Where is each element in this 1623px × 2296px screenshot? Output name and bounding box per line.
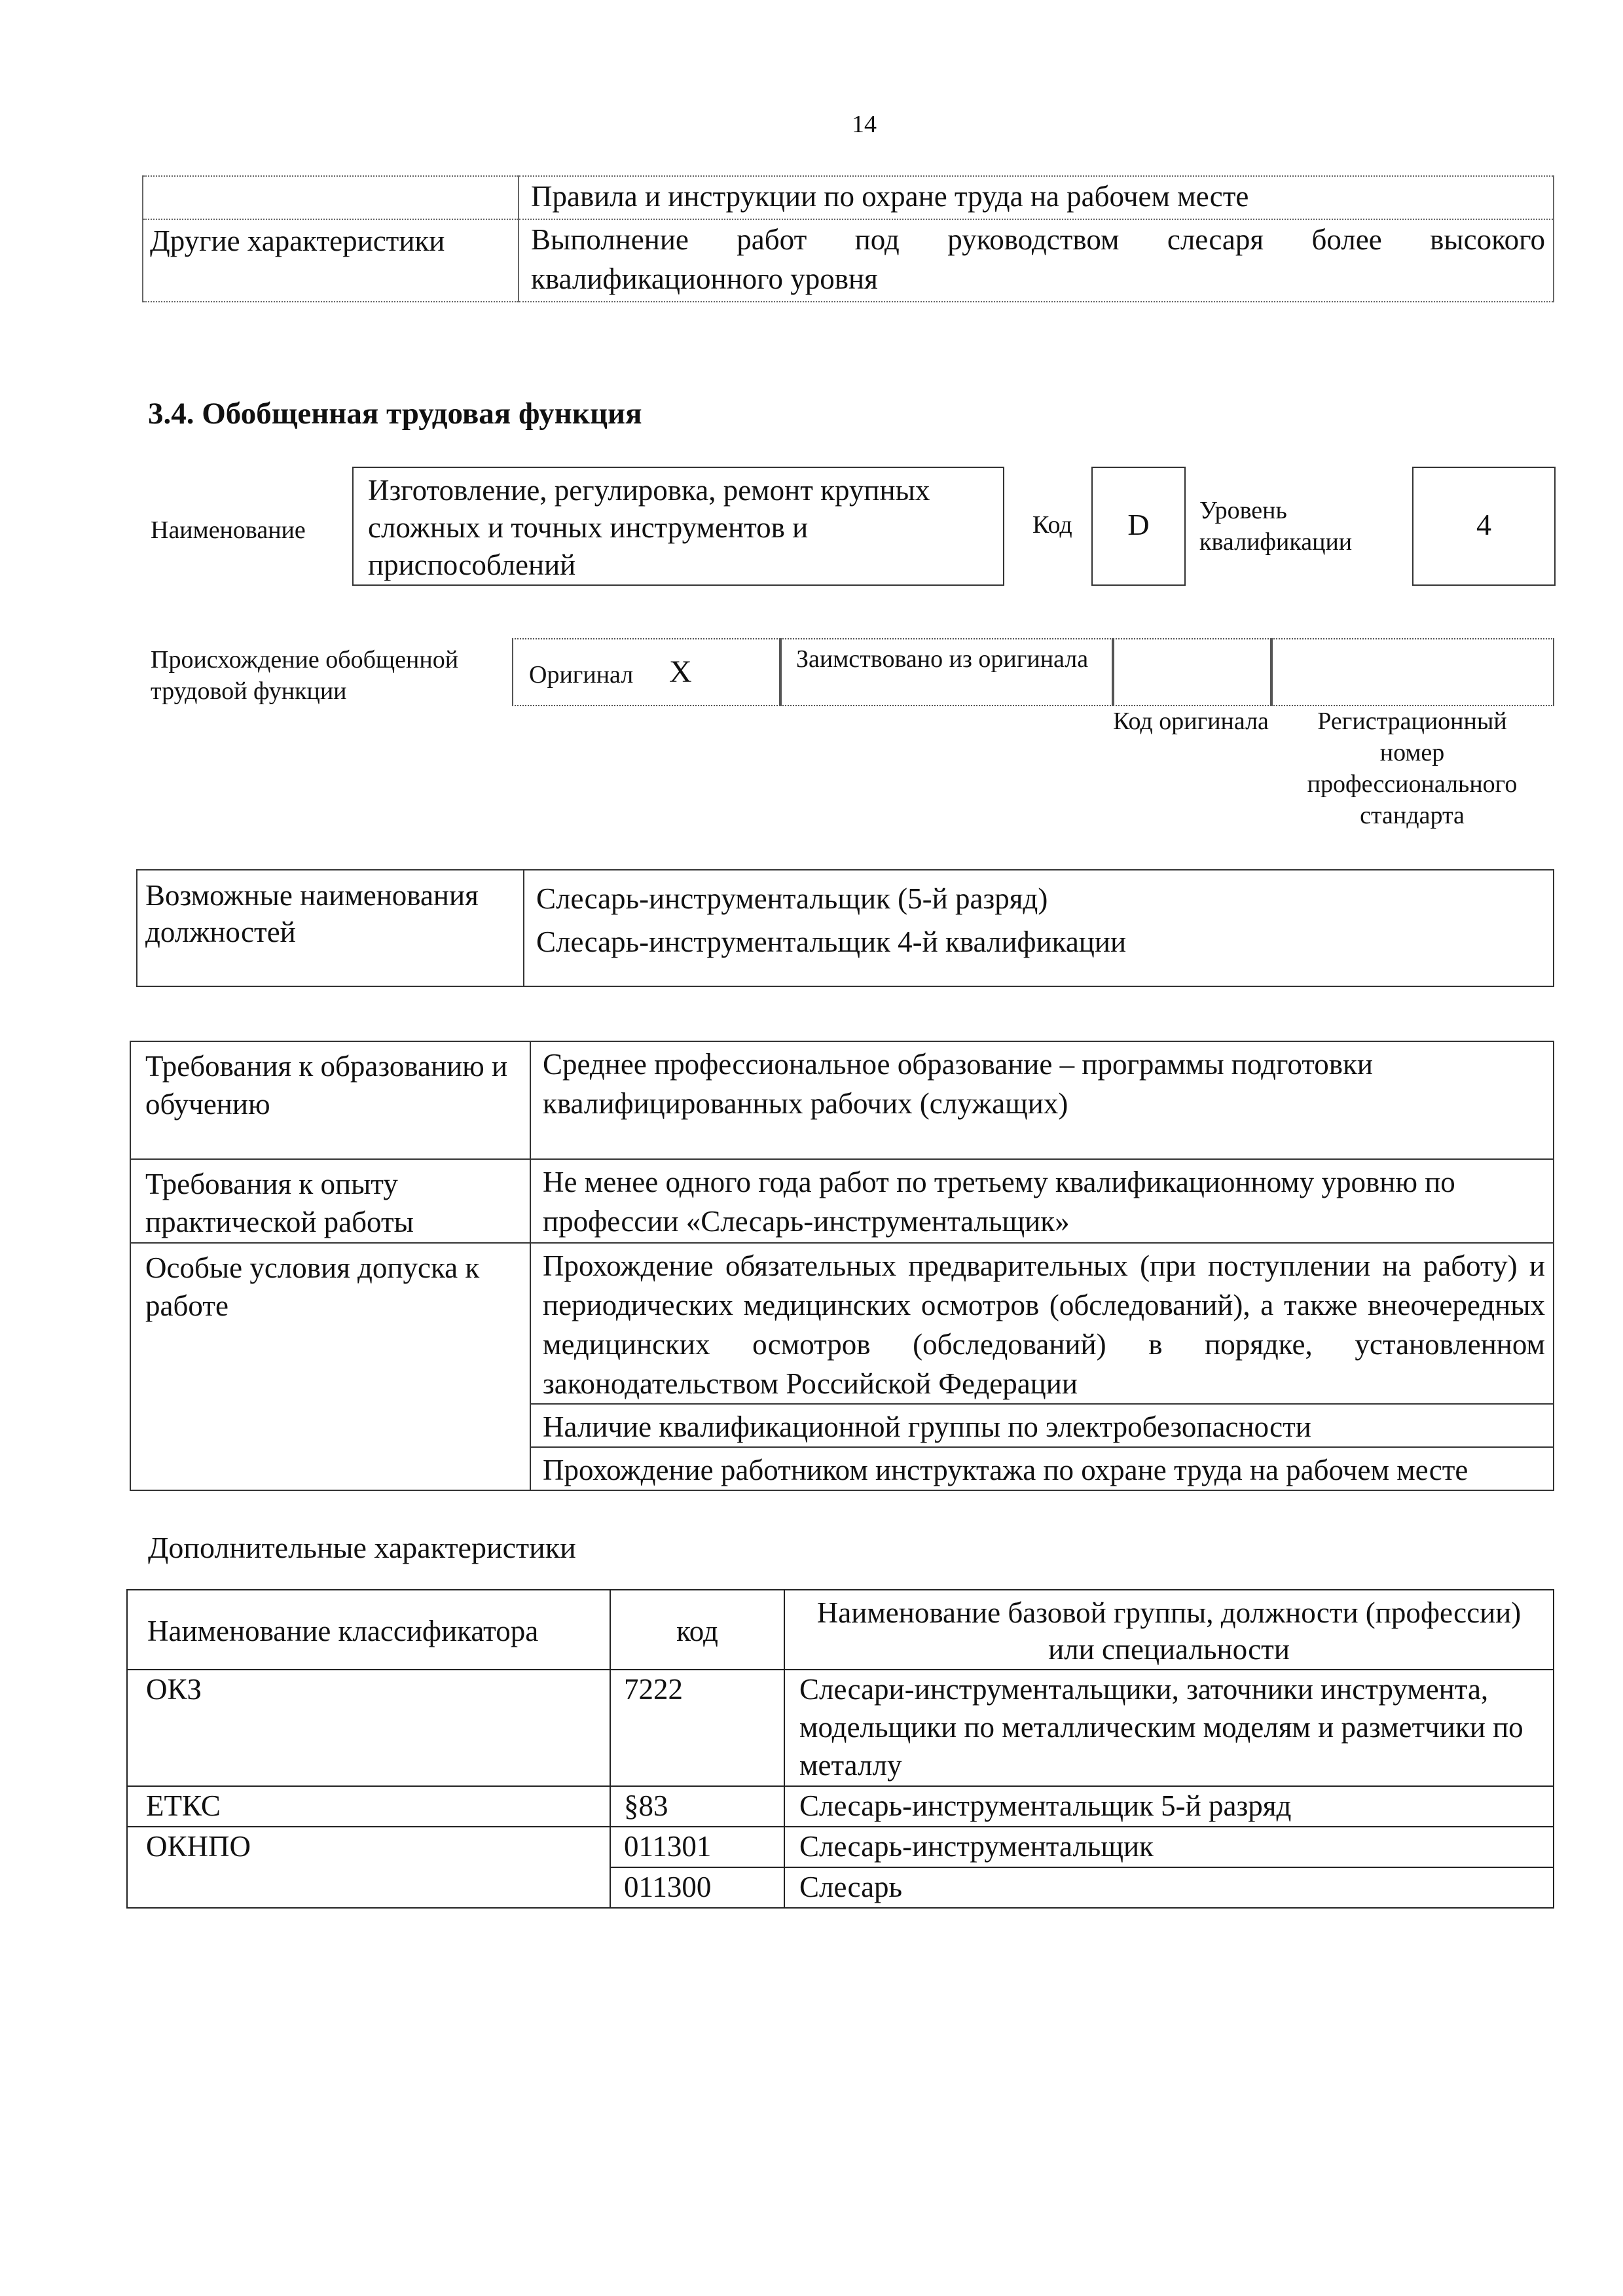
page-number: 14 (852, 111, 877, 138)
code-label: Код (1032, 511, 1072, 539)
special-condition-item: Прохождение обязательных предварительных (при поступлении на работу) и периодических медицинских осмотров (обследований), а также внеочередных медицинских осмотров (обследований) в порядке, установленном законодательством Российской Федерации (530, 1243, 1554, 1404)
level-value: 4 (1476, 508, 1491, 541)
requirements-table (130, 1041, 1554, 1491)
name-cell: Слесари-инструментальщики, заточники инструмента, модельщики по металлическим моделям и разметчики по металлу (784, 1670, 1554, 1786)
reg-number-cell (1271, 638, 1554, 706)
origin-label: Происхождение обобщенной трудовой функции (151, 646, 459, 705)
name-cell: Слесарь-инструментальщик 5-й разряд (784, 1786, 1554, 1827)
borrowed-cell (780, 638, 1113, 706)
positions-values (524, 870, 1554, 986)
code-cell: 7222 (610, 1670, 784, 1786)
positions-table (136, 869, 1554, 987)
code-box (1091, 467, 1186, 586)
code-cell: §83 (610, 1786, 784, 1827)
name-cell: Слесарь (784, 1867, 1554, 1908)
header-name: Наименование базовой группы, должности (профессии) или специальности (784, 1590, 1554, 1670)
original-label: Оригинал (529, 661, 634, 689)
code-cell: 011301 (610, 1827, 784, 1867)
education-label: Требования к образованию и обучению (130, 1041, 530, 1159)
other-characteristics-value: Выполнение работ под руководством слесаря более высокого квалификационного уровня (519, 219, 1554, 302)
section-title: 3.4. Обобщенная трудовая функция (148, 397, 642, 431)
experience-label: Требования к опыту практической работы (130, 1159, 530, 1243)
borrowed-label: Заимствовано из оригинала (796, 645, 1089, 673)
header-classifier: Наименование классификатора (127, 1590, 610, 1670)
other-characteristics-label: Другие характеристики (143, 219, 519, 302)
special-condition-item: Прохождение работником инструктажа по охране труда на рабочем месте (530, 1447, 1554, 1490)
classifier-cell: ОКНПО (127, 1827, 610, 1908)
name-cell: Слесарь-инструментальщик (784, 1827, 1554, 1867)
additional-table (126, 1589, 1554, 1909)
safety-rules-cell: Правила и инструкции по охране труда на рабочем месте (519, 176, 1554, 219)
original-mark: X (669, 655, 692, 689)
special-conditions-label: Особые условия допуска к работе (130, 1243, 530, 1490)
code-cell: 011300 (610, 1867, 784, 1908)
original-code-cell (1113, 638, 1271, 706)
special-condition-item: Наличие квалификационной группы по электробезопасности (530, 1404, 1554, 1447)
classifier-cell: ЕТКС (127, 1786, 610, 1827)
position-item: Слесарь-инструментальщик (5-й разряд) (536, 882, 1048, 915)
empty-label-cell (143, 176, 519, 219)
position-item: Слесарь-инструментальщик 4-й квалификации (536, 925, 1127, 958)
level-label: Уровень квалификации (1199, 497, 1353, 556)
additional-title: Дополнительные характеристики (148, 1531, 576, 1564)
reg-number-caption: Регистрационный номер профессионального стандарта (1307, 708, 1518, 829)
classifier-cell: ОКЗ (127, 1670, 610, 1786)
level-box (1412, 467, 1556, 586)
education-value: Среднее профессиональное образование – программы подготовки квалифицированных рабочих (служащих) (530, 1041, 1554, 1159)
other-characteristics-table (142, 175, 1554, 302)
original-cell (512, 638, 780, 706)
function-name-label: Наименование (151, 516, 306, 544)
experience-value: Не менее одного года работ по третьему квалификационному уровню по профессии «Слесарь-инструментальщик» (530, 1159, 1554, 1243)
header-code: код (610, 1590, 784, 1670)
code-value: D (1127, 508, 1150, 541)
original-code-caption: Код оригинала (1113, 708, 1269, 735)
positions-label: Возможные наименования должностей (137, 870, 524, 986)
function-name-box (352, 467, 1004, 586)
function-name-value: Изготовление, регулировка, ремонт крупных сложных и точных инструментов и приспособлений (368, 474, 930, 581)
